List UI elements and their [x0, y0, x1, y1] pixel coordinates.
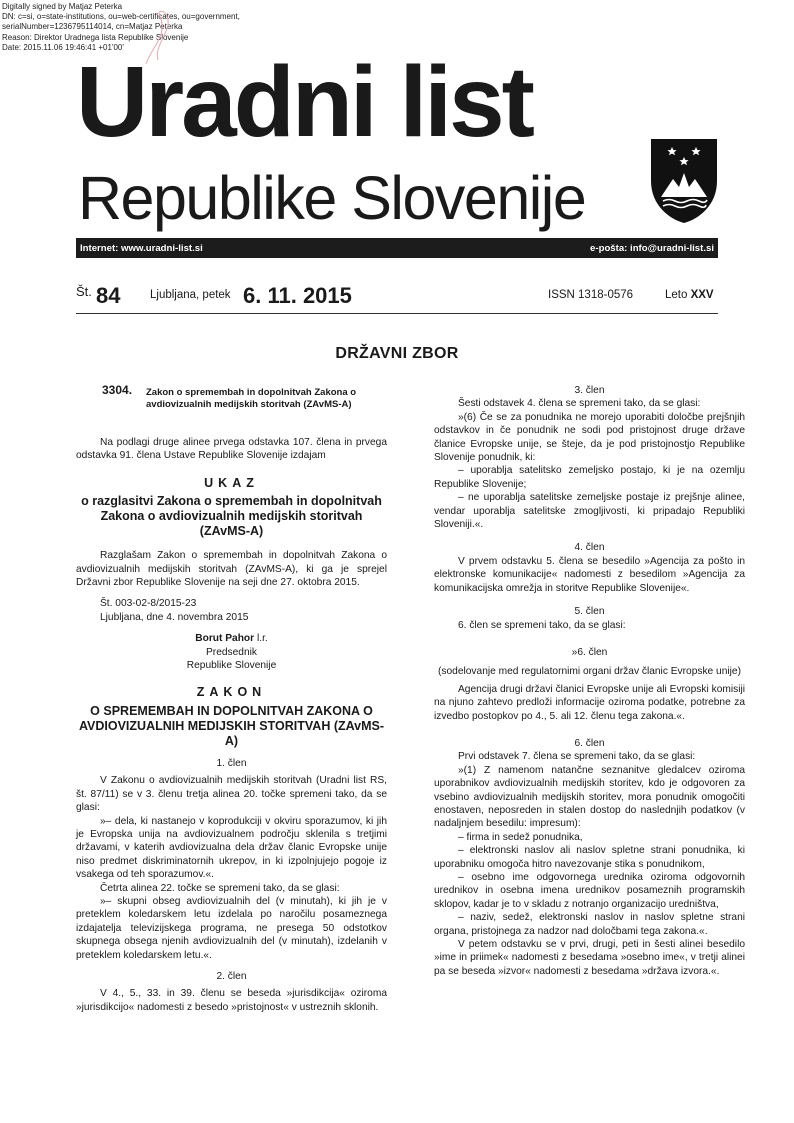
article-heading: 3. člen: [574, 385, 605, 396]
issue-place: Ljubljana, petek: [150, 289, 231, 301]
header-divider: [76, 313, 718, 314]
email-link[interactable]: e-pošta: info@uradni-list.si: [590, 242, 714, 254]
intro-paragraph: Na podlagi druge alinee prvega odstavka 107. člena in prvega odstavka 91. člena Ustave Republike Slovenije izdajam: [76, 437, 387, 462]
signature-line: Digitally signed by Matjaz Peterka: [2, 2, 123, 11]
ukaz-heading: UKAZ: [204, 475, 259, 490]
article-paragraph: – firma in sedež ponudnika,: [458, 831, 583, 843]
right-column: [434, 384, 745, 978]
article-paragraph: Agencija drugi državi članici Evropske unije ali Evropski komisiji na njuno zahtevo predloži informacije oziroma podatke, potrebne za izvedbo postopkov po 4., 5. ali 12. členu tega zakona.«.: [434, 683, 745, 722]
article-heading: 5. člen: [574, 606, 605, 618]
masthead-subtitle: Republike Slovenije: [78, 164, 586, 232]
zakon-title: O SPREMEMBAH IN DOPOLNITVAH ZAKONA O AVDIOVIZUALNIH MEDIJSKIH STORITVAH (ZAvMS-A): [78, 703, 385, 748]
issue-date: 6. 11. 2015: [243, 283, 352, 308]
article-heading: 1. člen: [216, 757, 247, 769]
issue-info: [76, 282, 718, 312]
ukaz-title: o razglasitvi Zakona o spremembah in dopolnitvah Zakona o avdiovizualnih medijskih storitvah (ZAvMS-A): [81, 494, 382, 539]
signer-name-text: Borut Pahor: [195, 633, 255, 645]
issue-number: 84: [96, 283, 121, 308]
reference-date: Ljubljana, dne 4. novembra 2015: [100, 611, 249, 623]
act-number: 3304.: [102, 383, 133, 397]
article-paragraph: Šesti odstavek 4. člena se spremeni tako, da se glasi:: [458, 398, 701, 410]
left-column: [76, 384, 387, 1014]
article-paragraph: – elektronski naslov ali naslov spletne strani ponudnika, ki uporabniku omogoča hitro navezovanje stika s ponudnikom,: [434, 845, 745, 870]
issn: ISSN 1318-0576: [548, 289, 634, 301]
article-paragraph: Prvi odstavek 7. člena se spremeni tako, da se glasi:: [458, 751, 696, 763]
article-paragraph: – naziv, sedež, elektronski naslov in naslov spletne strani organa, pristojnega za nadzor nad določbami tega zakona.«.: [434, 912, 745, 937]
act-title: Zakon o spremembah in dopolnitvah Zakona o avdiovizualnih medijskih storitvah (ZAvMS-A): [146, 387, 357, 410]
article-paragraph: – osebno ime odgovornega urednika oziroma odgovornih urednikov in osebna imena urednikov posameznih programskih sklopov, kadar je to v skladu z notranjo organizacijo uredništva,: [434, 872, 745, 910]
article-heading: 2. člen: [216, 970, 247, 982]
article-subtitle: (sodelovanje med regulatornimi organi držav članic Evropske unije): [438, 666, 741, 678]
article-heading: »6. člen: [571, 646, 608, 658]
article-paragraph: »– skupni obseg avdiovizualnih del (v minutah), ki jih je v preteklem koledarskem letu izdelala po naročilu posameznega izdajatelja televizijskega programa, ne presega 50 odstotkov skupnega obsega njenih avdiovizualnih del (v minutah), izdelanih v preteklem koledarskem letu.«.: [76, 895, 387, 961]
article-paragraph: V petem odstavku se v prvi, drugi, peti in šesti alinei besedilo »ime in priimek« nadomesti z besedama »osebno ime«, v tretji alinei pa se beseda »izvor« nadomesti z besedama »država izvora.«.: [434, 939, 745, 977]
ukaz-text: Razglašam Zakon o spremembah in dopolnitvah Zakona o avdiovizualnih medijskih storitvah (ZAvMS-A), ki ga je sprejel Državni zbor Republike Slovenije na seji dne 27. oktobra 2015.: [76, 550, 387, 589]
signer-name: [76, 632, 387, 645]
masthead-contact-bar: [76, 238, 718, 258]
article-paragraph: V 4., 5., 33. in 39. členu se beseda »jurisdikcija« oziroma »jurisdikcijo« nadomesti z besedo »pristojnost« v ustreznih sklonih.: [76, 988, 387, 1013]
issue-number-label: Št.: [76, 284, 92, 299]
issue-year: [665, 289, 714, 301]
article-paragraph: – uporablja satelitsko zemeljsko postajo, ki je na ozemlju Republike Slovenije;: [434, 465, 745, 490]
article-heading: 6. člen: [574, 737, 605, 749]
article-paragraph: »(1) Z namenom natančne seznanitve gledalcev oziroma uporabnikov avdiovizualnih medijskih storitev, kdo je odgovoren za vsebino avdiovizualnih medijskih storitev, mora ponudnik omogočiti enostaven, neposreden in stalen dostop do naslednjih podatkov (v nadaljnjem besedilu: impresum):: [434, 764, 745, 830]
reference-number: Št. 003-02-8/2015-23: [100, 598, 197, 610]
article-paragraph: Četrta alinea 22. točke se spremeni tako, da se glasi:: [100, 882, 340, 894]
signature-line: serialNumber=1236795114014, cn=Matjaz Peterka: [2, 22, 183, 32]
article-paragraph: 6. člen se spremeni tako, da se glasi:: [458, 619, 626, 631]
signer-suffix: l.r.: [256, 633, 268, 645]
article-paragraph: – ne uporablja satelitske zemeljske postaje iz prejšnje alinee, vendar uporablja satelitske zmogljivosti, ki pripadajo Republiki Sloveniji.«.: [434, 492, 745, 531]
signature-line: DN: c=si, o=state-institutions, ou=web-certificates, ou=government,: [2, 12, 240, 22]
signer-role: Predsednik: [206, 646, 257, 658]
act-heading: [76, 384, 387, 428]
website-link[interactable]: Internet: www.uradni-list.si: [80, 242, 203, 254]
article-paragraph: »– dela, ki nastanejo v koprodukciji v okviru sporazumov, ki jih je Evropska unija na avdiovizualnem področju sklenila s tretjimi državami, v katerih avdiovizualna dela držav članic Evropske unije niso predmet diskriminatornih ukrepov, in ki izpolnjujejo pogoje iz vsakega od teh sporazumov.«.: [76, 815, 387, 881]
article-paragraph: V Zakonu o avdiovizualnih medijskih storitvah (Uradni list RS, št. 87/11) se v 3. členu tretja alinea 20. točke spremeni tako, da se glasi:: [76, 775, 387, 814]
article-paragraph: »(6) Če se za ponudnika ne morejo uporabiti določbe prejšnjih odstavkov in če ponudnik ne sodi pod pristojnost druge države članice Evropske unije, se šteje, da je pod pristojnostjo Republike Slovenije ponudnik, ki:: [434, 411, 745, 464]
slovenia-coat-of-arms-icon: [649, 137, 719, 225]
signature-line: Date: 2015.11.06 19:46:41 +01'00': [2, 42, 124, 52]
section-title: DRŽAVNI ZBOR: [335, 345, 459, 362]
year-value: XXV: [690, 289, 714, 301]
article-paragraph: V prvem odstavku 5. člena se besedilo »Agencija za pošto in elektronske komunikacije« nadomesti z besedilom »Agencija za komunikacijska omrežja in storitve Republike Slovenije«.: [434, 555, 745, 594]
article-heading: 4. člen: [574, 542, 605, 554]
masthead-title: Uradni list: [76, 46, 532, 158]
zakon-heading: ZAKON: [196, 685, 267, 700]
year-label: Leto: [665, 289, 688, 301]
signer-role-country: Republike Slovenije: [186, 660, 277, 672]
signature-line: Reason: Direktor Uradnega lista Republike Slovenije: [2, 32, 189, 42]
